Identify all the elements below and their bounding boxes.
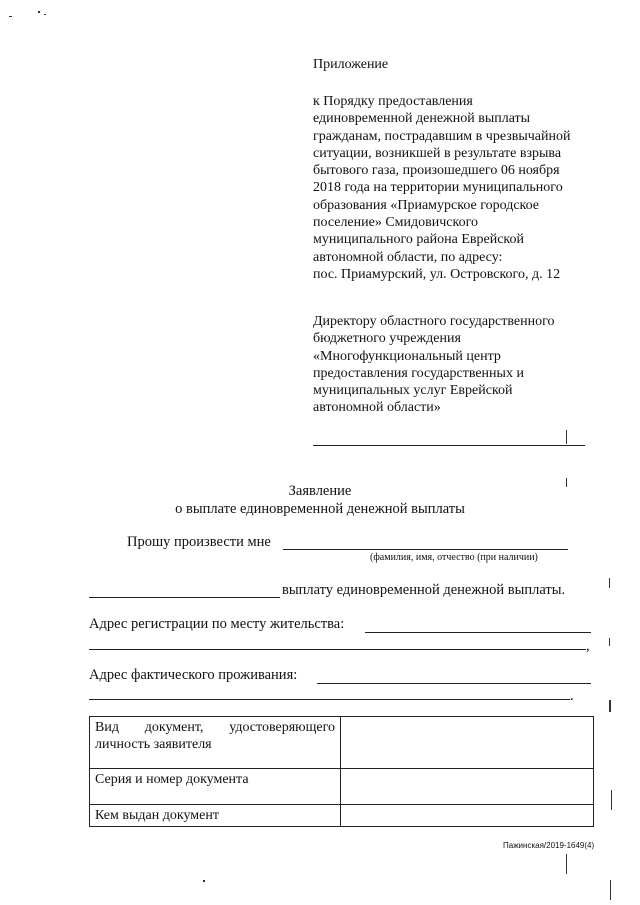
appendix-title: Приложение: [313, 57, 389, 72]
scan-speck: [609, 700, 611, 712]
table-row: [90, 717, 594, 769]
appendix-line: к Порядку предоставления: [313, 94, 473, 109]
table-row: [90, 769, 594, 805]
document-issuer-value[interactable]: [341, 805, 594, 827]
addressee-line: муниципальных услуг Еврейской: [313, 383, 513, 399]
identity-document-table: [89, 716, 594, 827]
registration-address-end-mark: ,: [586, 638, 590, 654]
document-subtitle: о выплате единовременной денежной выплаты: [175, 501, 465, 517]
scan-speck: [9, 16, 12, 17]
appendix-line: ситуации, возникшей в результате взрыва: [313, 145, 562, 161]
cell-text-line: личность заявителя: [95, 737, 212, 752]
scan-speck: [566, 430, 567, 444]
addressee-line: Директору областного государственного: [313, 314, 555, 329]
document-number-value[interactable]: [341, 769, 594, 805]
applicant-name-field[interactable]: [283, 549, 568, 550]
cell-text-line: Серия и номер документа: [95, 772, 249, 787]
scan-speck: [609, 638, 610, 646]
cell-text-line: Вид документ, удостоверяющего: [95, 720, 335, 735]
addressee-line: автономной области»: [313, 400, 441, 416]
appendix-line: муниципального района Еврейской: [313, 232, 524, 248]
payment-text: выплату единовременной денежной выплаты.: [282, 582, 566, 598]
applicant-name-hint: (фамилия, имя, отчество (при наличии): [370, 552, 538, 563]
appendix-line: пос. Приамурский, ул. Островского, д. 12: [313, 266, 561, 282]
scan-speck: [44, 14, 46, 15]
addressee-line: предоставления государственных и: [313, 365, 524, 381]
actual-address-end-mark: .: [570, 688, 574, 704]
scan-speck: [609, 578, 610, 588]
actual-address-field-continued[interactable]: [89, 699, 570, 700]
document-footer-code: Пажинская/2019-1649(4): [503, 841, 595, 850]
addressee-block: [313, 313, 593, 417]
registration-address-field[interactable]: [365, 632, 591, 633]
actual-address-label: Адрес фактического проживания:: [89, 667, 298, 683]
scan-speck: [203, 880, 205, 882]
registration-address-field-continued[interactable]: [89, 649, 586, 650]
payment-type-field[interactable]: [89, 597, 280, 598]
appendix-line: гражданам, пострадавшим в чрезвычайной: [313, 128, 571, 144]
appendix-line: поселение» Смидовичского: [313, 215, 478, 231]
request-label: Прошу произвести мне: [127, 534, 271, 550]
appendix-line: бытового газа, произошедшего 06 ноября: [313, 163, 560, 179]
document-issuer-label: [90, 805, 341, 827]
scan-speck: [566, 854, 567, 874]
appendix-line: образования «Приамурское городское: [313, 197, 540, 213]
document-number-label: [90, 769, 341, 805]
scan-speck: [610, 880, 611, 900]
table-row: [90, 805, 594, 827]
addressee-line: бюджетного учреждения: [313, 331, 461, 347]
addressee-line: «Многофункциональный центр: [313, 348, 501, 364]
registration-address-label: Адрес регистрации по месту жительства:: [89, 616, 345, 632]
addressee-signature-line[interactable]: [313, 445, 585, 446]
scan-speck: [38, 11, 40, 13]
appendix-text: [313, 93, 593, 283]
actual-address-field[interactable]: [317, 683, 591, 684]
appendix-line: единовременной денежной выплаты: [313, 111, 531, 127]
appendix-line: автономной области, по адресу:: [313, 249, 503, 265]
scan-speck: [611, 790, 612, 810]
appendix-line: 2018 года на территории муниципального: [313, 180, 563, 196]
cell-text-line: Кем выдан документ: [95, 808, 219, 823]
document-title: Заявление: [288, 483, 352, 499]
document-type-label: [90, 717, 341, 769]
document-type-value[interactable]: [341, 717, 594, 769]
